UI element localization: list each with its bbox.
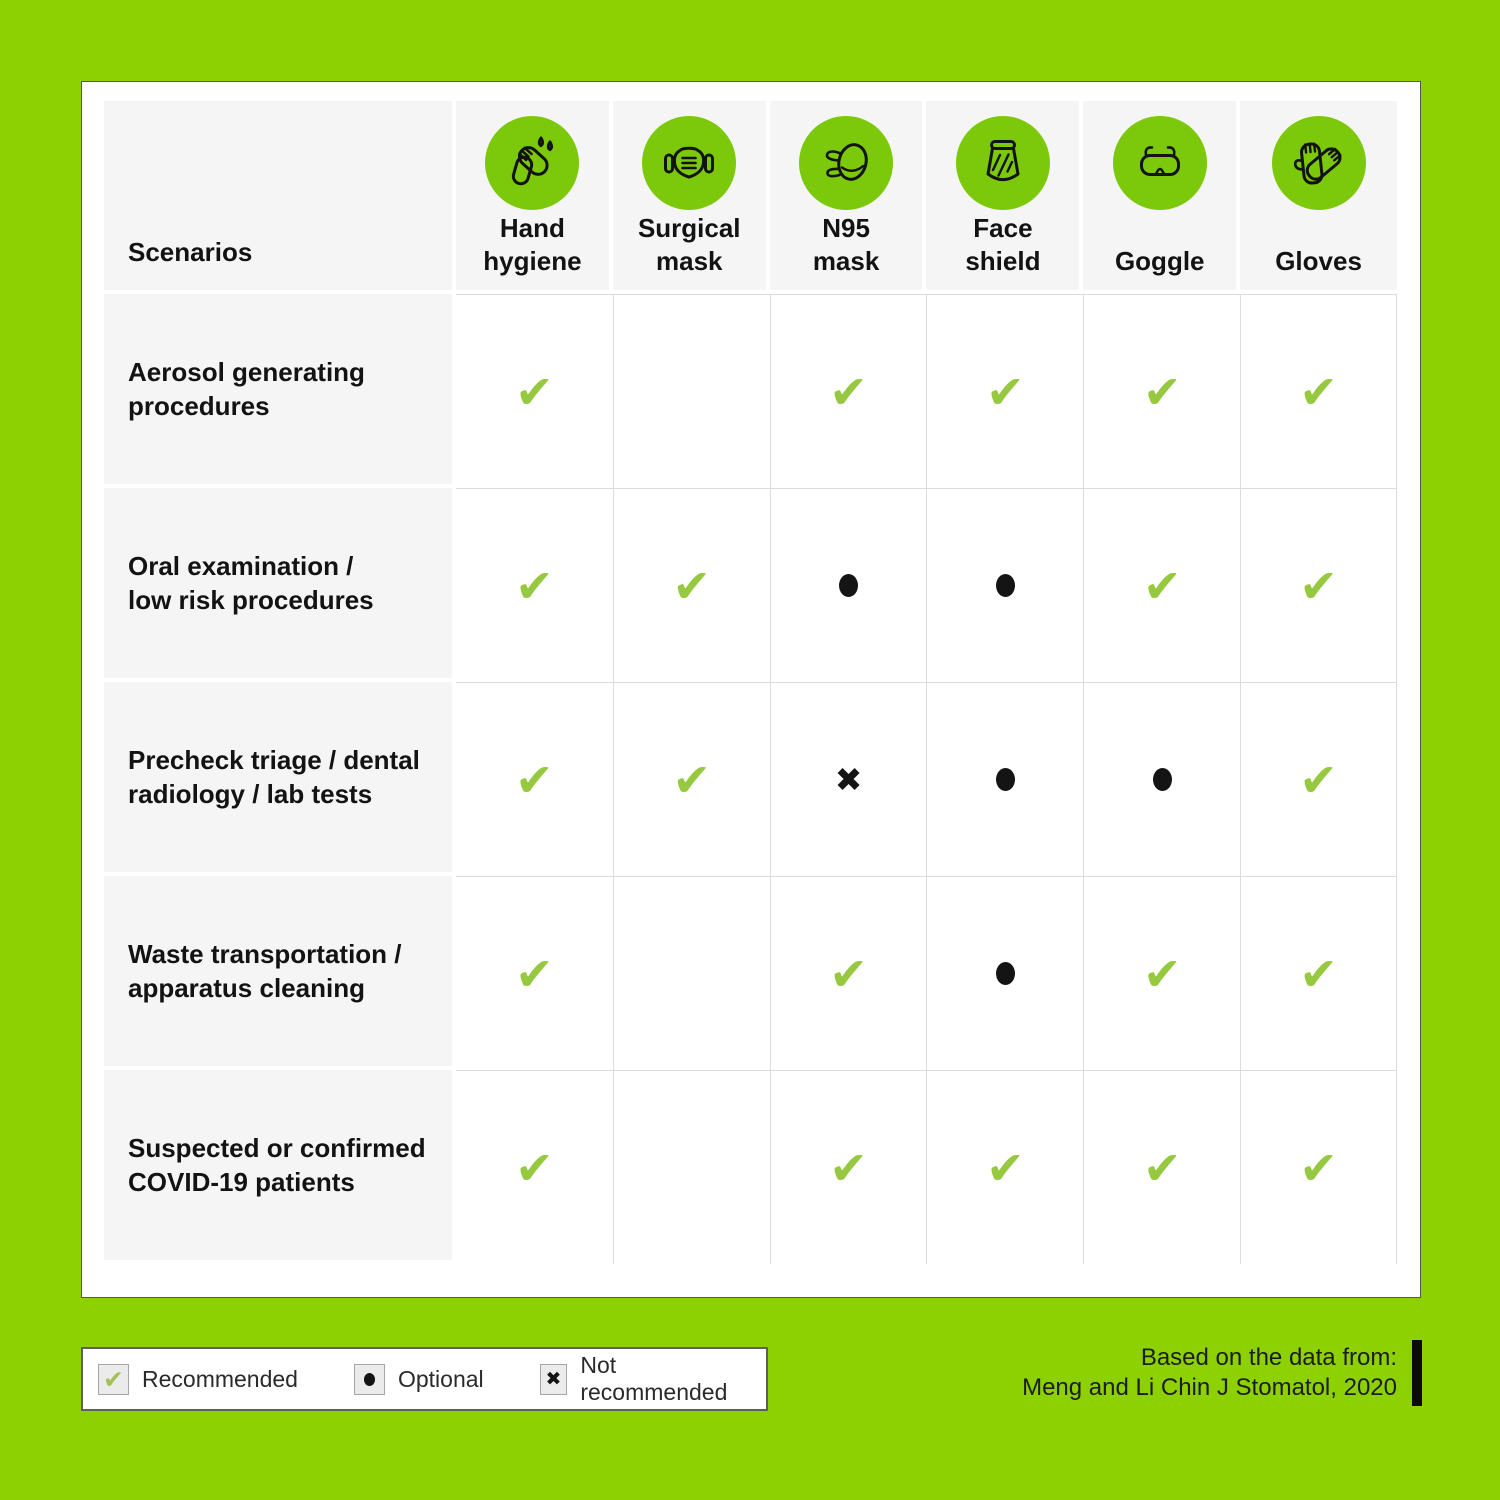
column-label: Hand hygiene <box>483 213 582 276</box>
row-label-suspected-confirmed-covid: Suspected or confirmed COVID-19 patients <box>104 1070 456 1264</box>
mark-cell <box>926 876 1083 1070</box>
legend-item-recommended <box>98 1364 298 1395</box>
mark-cell <box>456 876 613 1070</box>
mark-cell <box>770 1070 927 1264</box>
row-label-oral-examination-low-risk: Oral examination / low risk procedures <box>104 488 456 682</box>
ppe-table-card <box>81 81 1421 1298</box>
scenarios-header-label: Scenarios <box>128 237 253 267</box>
mark-cell <box>1083 1070 1240 1264</box>
mark-cell <box>613 682 770 876</box>
mark-cell <box>456 1070 613 1264</box>
mark-cell <box>1083 488 1240 682</box>
legend-label: Optional <box>397 1365 484 1392</box>
scenarios-header-cell <box>104 101 456 294</box>
mark-cell <box>926 682 1083 876</box>
column-header-face-shield <box>926 101 1083 294</box>
column-label: Gloves <box>1275 246 1362 276</box>
mark-cell <box>456 294 613 488</box>
legend-label: Not recommended <box>580 1352 728 1405</box>
column-label: Goggle <box>1114 246 1205 276</box>
accent-bar <box>1412 1340 1422 1406</box>
mark-cell <box>1083 294 1240 488</box>
mark-cell <box>1240 1070 1397 1264</box>
mark-cell <box>1083 876 1240 1070</box>
legend-item-optional <box>354 1364 484 1395</box>
check-mark-icon <box>98 1364 129 1395</box>
mark-cell <box>1240 294 1397 488</box>
column-header-gloves <box>1240 101 1397 294</box>
hand-hygiene-icon <box>485 116 579 210</box>
dot-icon <box>354 1364 385 1395</box>
mark-cell <box>770 682 927 876</box>
mark-cell <box>1240 876 1397 1070</box>
gloves-icon <box>1272 116 1366 210</box>
column-header-n95-mask <box>770 101 927 294</box>
attribution-text <box>1022 1343 1397 1403</box>
mark-cell <box>613 294 770 488</box>
mark-cell <box>1083 682 1240 876</box>
mark-cell <box>770 294 927 488</box>
mark-cell <box>770 488 927 682</box>
surgical-mask-icon <box>642 116 736 210</box>
row-label-waste-transportation-cleaning: Waste transportation / apparatus cleaning <box>104 876 456 1070</box>
attribution-line-1: Based on the data from: <box>1140 1344 1397 1371</box>
legend-item-not-recommended <box>540 1352 748 1406</box>
mark-cell <box>456 682 613 876</box>
goggle-icon <box>1113 116 1207 210</box>
mark-cell <box>613 488 770 682</box>
mark-cell <box>926 294 1083 488</box>
mark-cell <box>770 876 927 1070</box>
mark-cell <box>926 1070 1083 1264</box>
column-label: Face shield <box>965 213 1041 276</box>
column-header-goggle <box>1083 101 1240 294</box>
n95-mask-icon <box>799 116 893 210</box>
legend-label: Recommended <box>142 1365 298 1392</box>
cross-icon <box>540 1364 568 1395</box>
row-label-aerosol-generating-procedures: Aerosol generating procedures <box>104 294 456 488</box>
column-label: Surgical mask <box>637 213 741 276</box>
mark-cell <box>456 488 613 682</box>
mark-cell <box>1240 488 1397 682</box>
column-header-surgical-mask <box>613 101 770 294</box>
ppe-recommendation-table <box>104 101 1397 1264</box>
attribution <box>1022 1340 1422 1406</box>
mark-cell <box>613 876 770 1070</box>
mark-cell <box>1240 682 1397 876</box>
row-label-precheck-triage-radiology-lab: Precheck triage / dental radiology / lab tests <box>104 682 456 876</box>
column-header-hand-hygiene <box>456 101 613 294</box>
face-shield-icon <box>956 116 1050 210</box>
column-label: N95 mask <box>812 213 880 276</box>
mark-cell <box>926 488 1083 682</box>
attribution-line-2: Meng and Li Chin J Stomatol, 2020 <box>1022 1374 1397 1401</box>
legend-box <box>81 1347 768 1411</box>
mark-cell <box>613 1070 770 1264</box>
